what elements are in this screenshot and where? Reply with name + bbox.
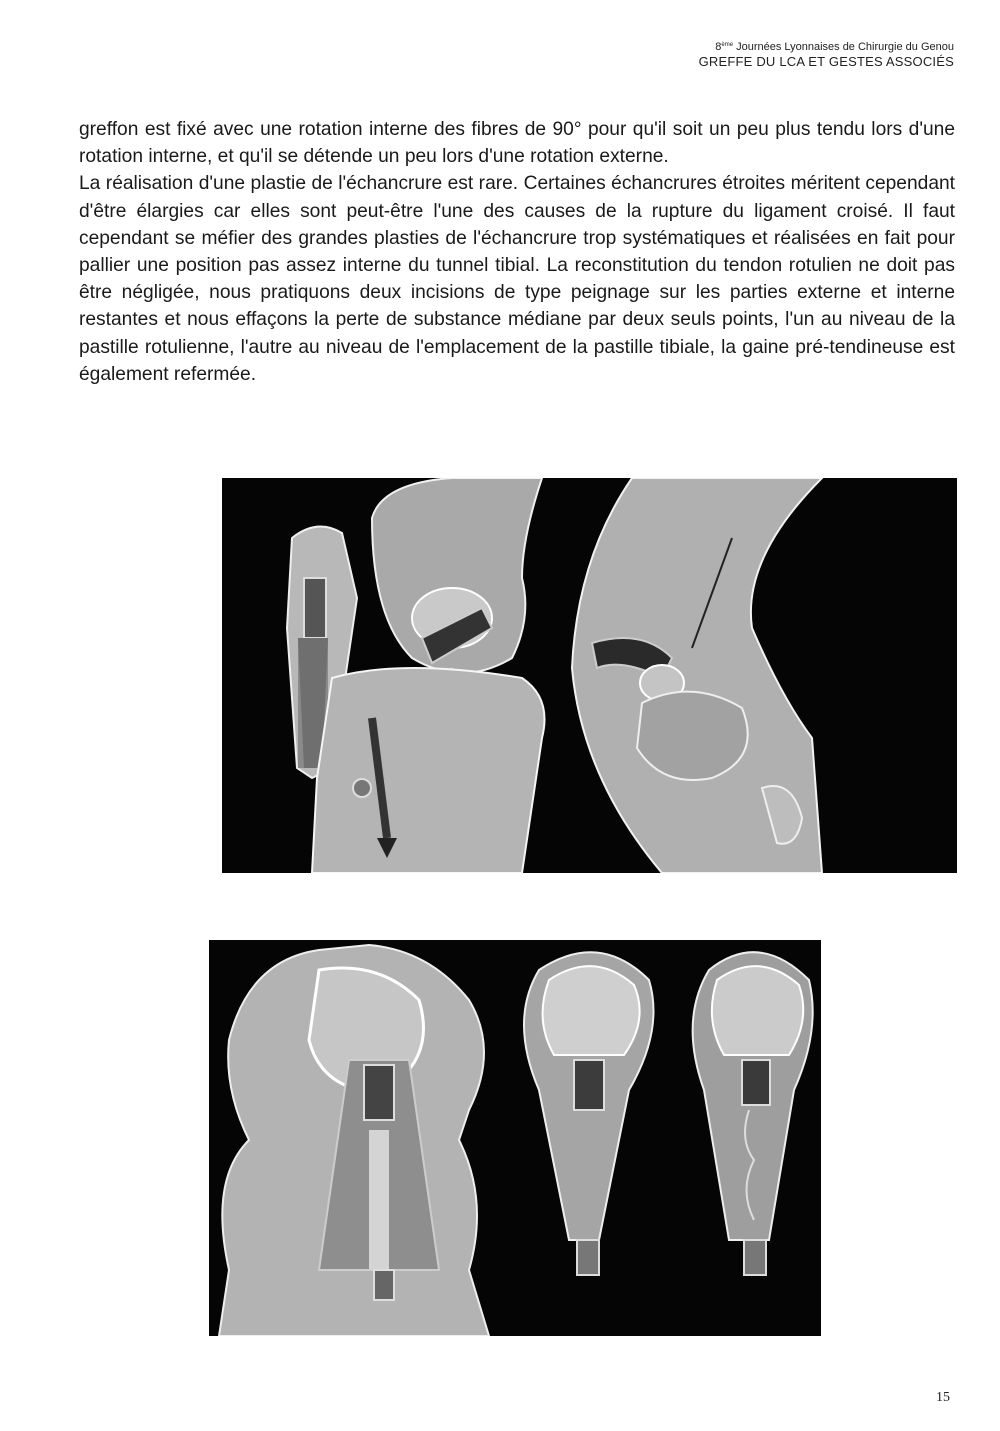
knee-graft-illustration-icon [222,478,957,873]
header-edition-number: 8 [715,41,722,53]
body-text [79,116,955,388]
patellar-tendon-repair-illustration-icon [209,940,821,1336]
running-header-title: GREFFE DU LCA ET GESTES ASSOCIÉS [698,54,954,69]
running-header-conference [699,38,954,54]
paragraph-2: La réalisation d'une plastie de l'échancrure est rare. Certaines échancrures étroites méritent cependant d'être élargies car elles sont peut-être l'une des causes de la rupture du ligament croisé. Il faut cependant se méfier des grandes plasties de l'échancrure trop systématiques et réalisées en fait pour pallier une position pas assez interne du tunnel tibial. La reconstitution du tendon rotulien ne doit pas être négligée, nous pratiquons deux incisions de type peignage sur les parties externe et interne restantes et nous effaçons la perte de substance médiane par deux seuls points, l'un au niveau de la pastille rotulienne, l'autre au niveau de l'emplacement de la pastille tibiale, la gaine pré-tendineuse est également refermée. [79,173,955,385]
header-edition-suffix: ème [721,42,734,48]
header-conference-name: Journées Lyonnaises de Chirurgie du Genou [733,41,954,53]
running-header [699,38,954,70]
page-number: 15 [936,1390,950,1405]
paragraph-1: greffon est fixé avec une rotation interne des fibres de 90° pour qu'il soit un peu plus tendu lors d'une rotation interne, et qu'il se détende un peu lors d'une rotation externe. [79,119,955,168]
